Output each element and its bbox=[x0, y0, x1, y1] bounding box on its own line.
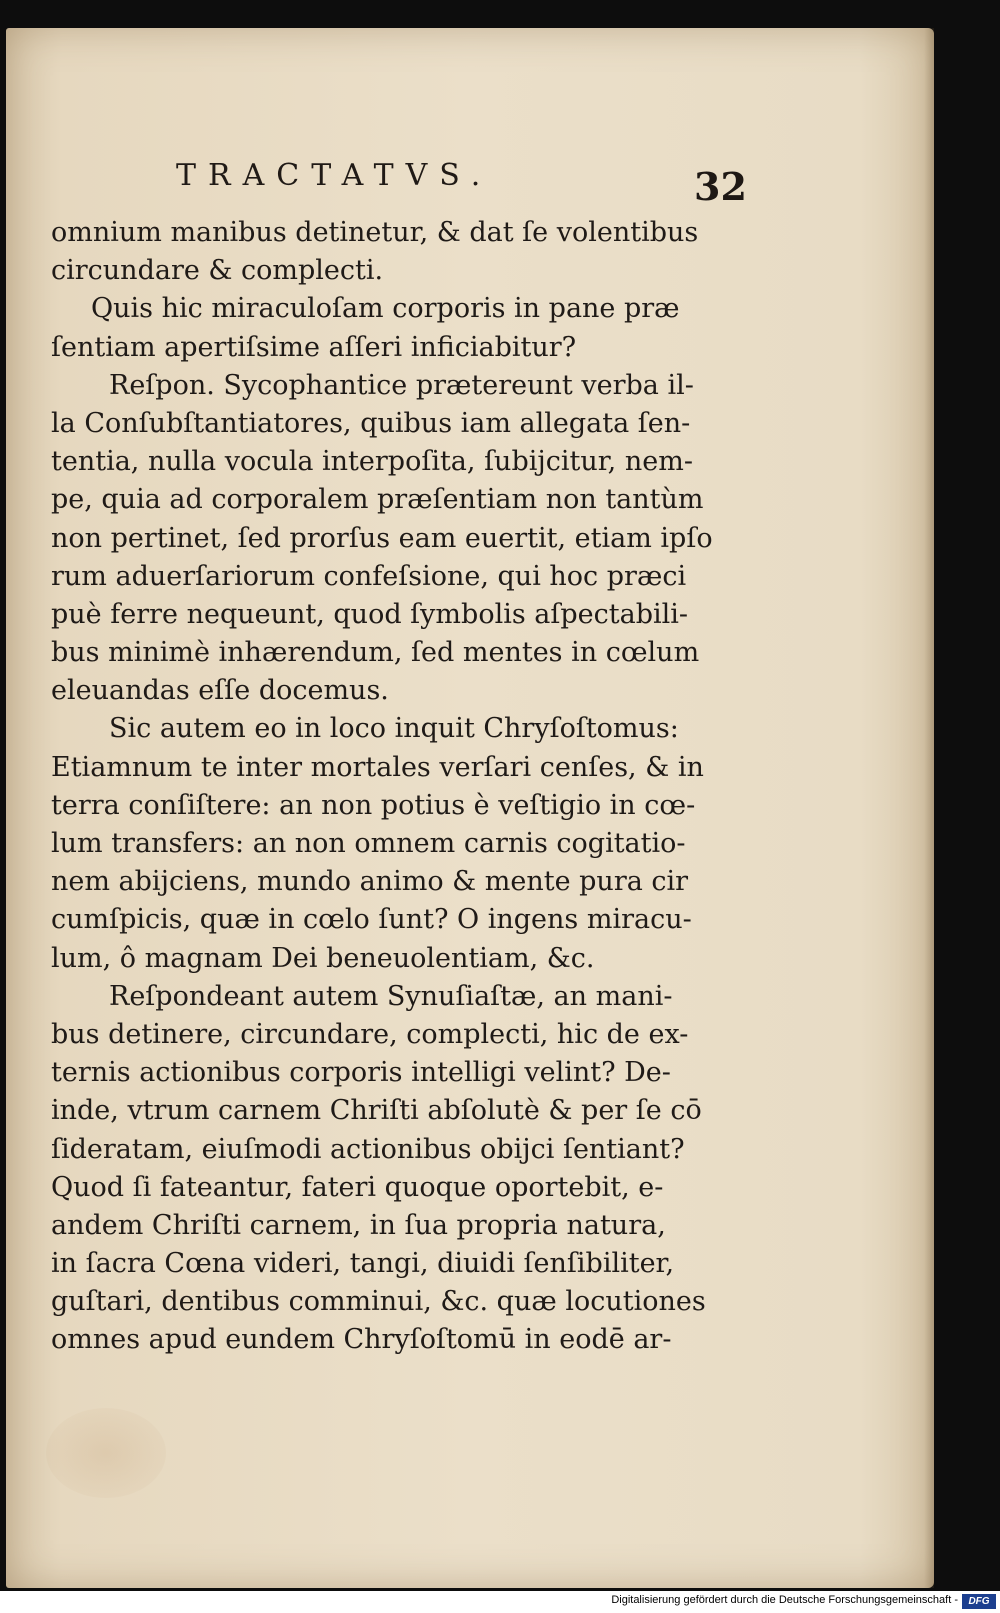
text-line: eleuandas eſſe docemus. bbox=[51, 675, 389, 707]
text-line: inde, vtrum carnem Chriſti abſolutè & per ſe cō bbox=[51, 1095, 702, 1127]
text-line: in ſacra Cœna videri, tangi, diuidi ſenſibiliter, bbox=[51, 1248, 675, 1280]
text-line: la Conſubſtantiatores, quibus iam allegata ſen- bbox=[51, 407, 691, 439]
book-page bbox=[6, 28, 934, 1588]
dfg-logo: DFG bbox=[962, 1594, 996, 1609]
text-line: tentia, nulla vocula interpoſita, ſubijcitur, nem- bbox=[51, 446, 693, 478]
page-edge-shadow bbox=[924, 28, 934, 1588]
text-line: ſideratam, eiuſmodi actionibus obijci ſentiant? bbox=[51, 1133, 685, 1165]
footer-bar bbox=[0, 1591, 1000, 1613]
running-head: TRACTATVS. bbox=[176, 158, 493, 193]
text-line: guſtari, dentibus comminui, &c. quæ locutiones bbox=[51, 1286, 706, 1318]
text-line: ternis actionibus corporis intelligi velint? De- bbox=[51, 1057, 671, 1089]
text-line: bus minimè inhærendum, ſed mentes in cœlum bbox=[51, 637, 700, 669]
text-line: Reſpondeant autem Synuſiaſtæ, an mani- bbox=[109, 980, 673, 1012]
text-line: puè ferre nequeunt, quod ſymbolis aſpectabili- bbox=[51, 598, 689, 630]
text-line: Etiamnum te inter mortales verſari cenſes, & in bbox=[51, 751, 704, 783]
text-line: ſentiam apertiſsime aſſeri inficiabitur? bbox=[51, 331, 577, 363]
text-line: omnes apud eundem Chryſoſtomū in eodē ar- bbox=[51, 1324, 672, 1356]
text-line: Quis hic miraculoſam corporis in pane præ bbox=[91, 293, 680, 325]
funding-credit: Digitalisierung gefördert durch die Deutsche Forschungsgemeinschaft - bbox=[611, 1594, 958, 1606]
text-line: lum, ô magnam Dei beneuolentiam, &c. bbox=[51, 942, 595, 974]
text-line: rum aduerſariorum confeſsione, qui hoc præci bbox=[51, 560, 687, 592]
text-line: cumſpicis, quæ in cœlo ſunt? O ingens miracu- bbox=[51, 904, 692, 936]
text-line: non pertinet, ſed prorſus eam euertit, etiam ipſo bbox=[51, 522, 713, 554]
page-number: 32 bbox=[694, 164, 747, 209]
text-line: Reſpon. Sycophantice prætereunt verba il- bbox=[109, 369, 694, 401]
text-line: lum transfers: an non omnem carnis cogitatio- bbox=[51, 828, 686, 859]
text-line: pe, quia ad corporalem præſentiam non tantùm bbox=[51, 484, 704, 516]
text-line: omnium manibus detinetur, & dat ſe volentibus bbox=[51, 217, 699, 248]
text-line: bus detinere, circundare, complecti, hic de ex- bbox=[51, 1018, 689, 1050]
text-line: Sic autem eo in loco inquit Chryſoſtomus: bbox=[109, 713, 679, 745]
text-line: andem Chriſti carnem, in ſua propria natura, bbox=[51, 1209, 666, 1241]
text-line: Quod ſi fateantur, fateri quoque oportebit, e- bbox=[51, 1171, 664, 1203]
text-line: nem abijciens, mundo animo & mente pura cir bbox=[51, 866, 689, 898]
text-line: circundare & complecti. bbox=[51, 255, 384, 287]
text-line: terra conſiſtere: an non potius è veſtigio in cœ- bbox=[51, 789, 696, 821]
paper-stain bbox=[46, 1408, 166, 1498]
body-text bbox=[51, 214, 751, 1360]
